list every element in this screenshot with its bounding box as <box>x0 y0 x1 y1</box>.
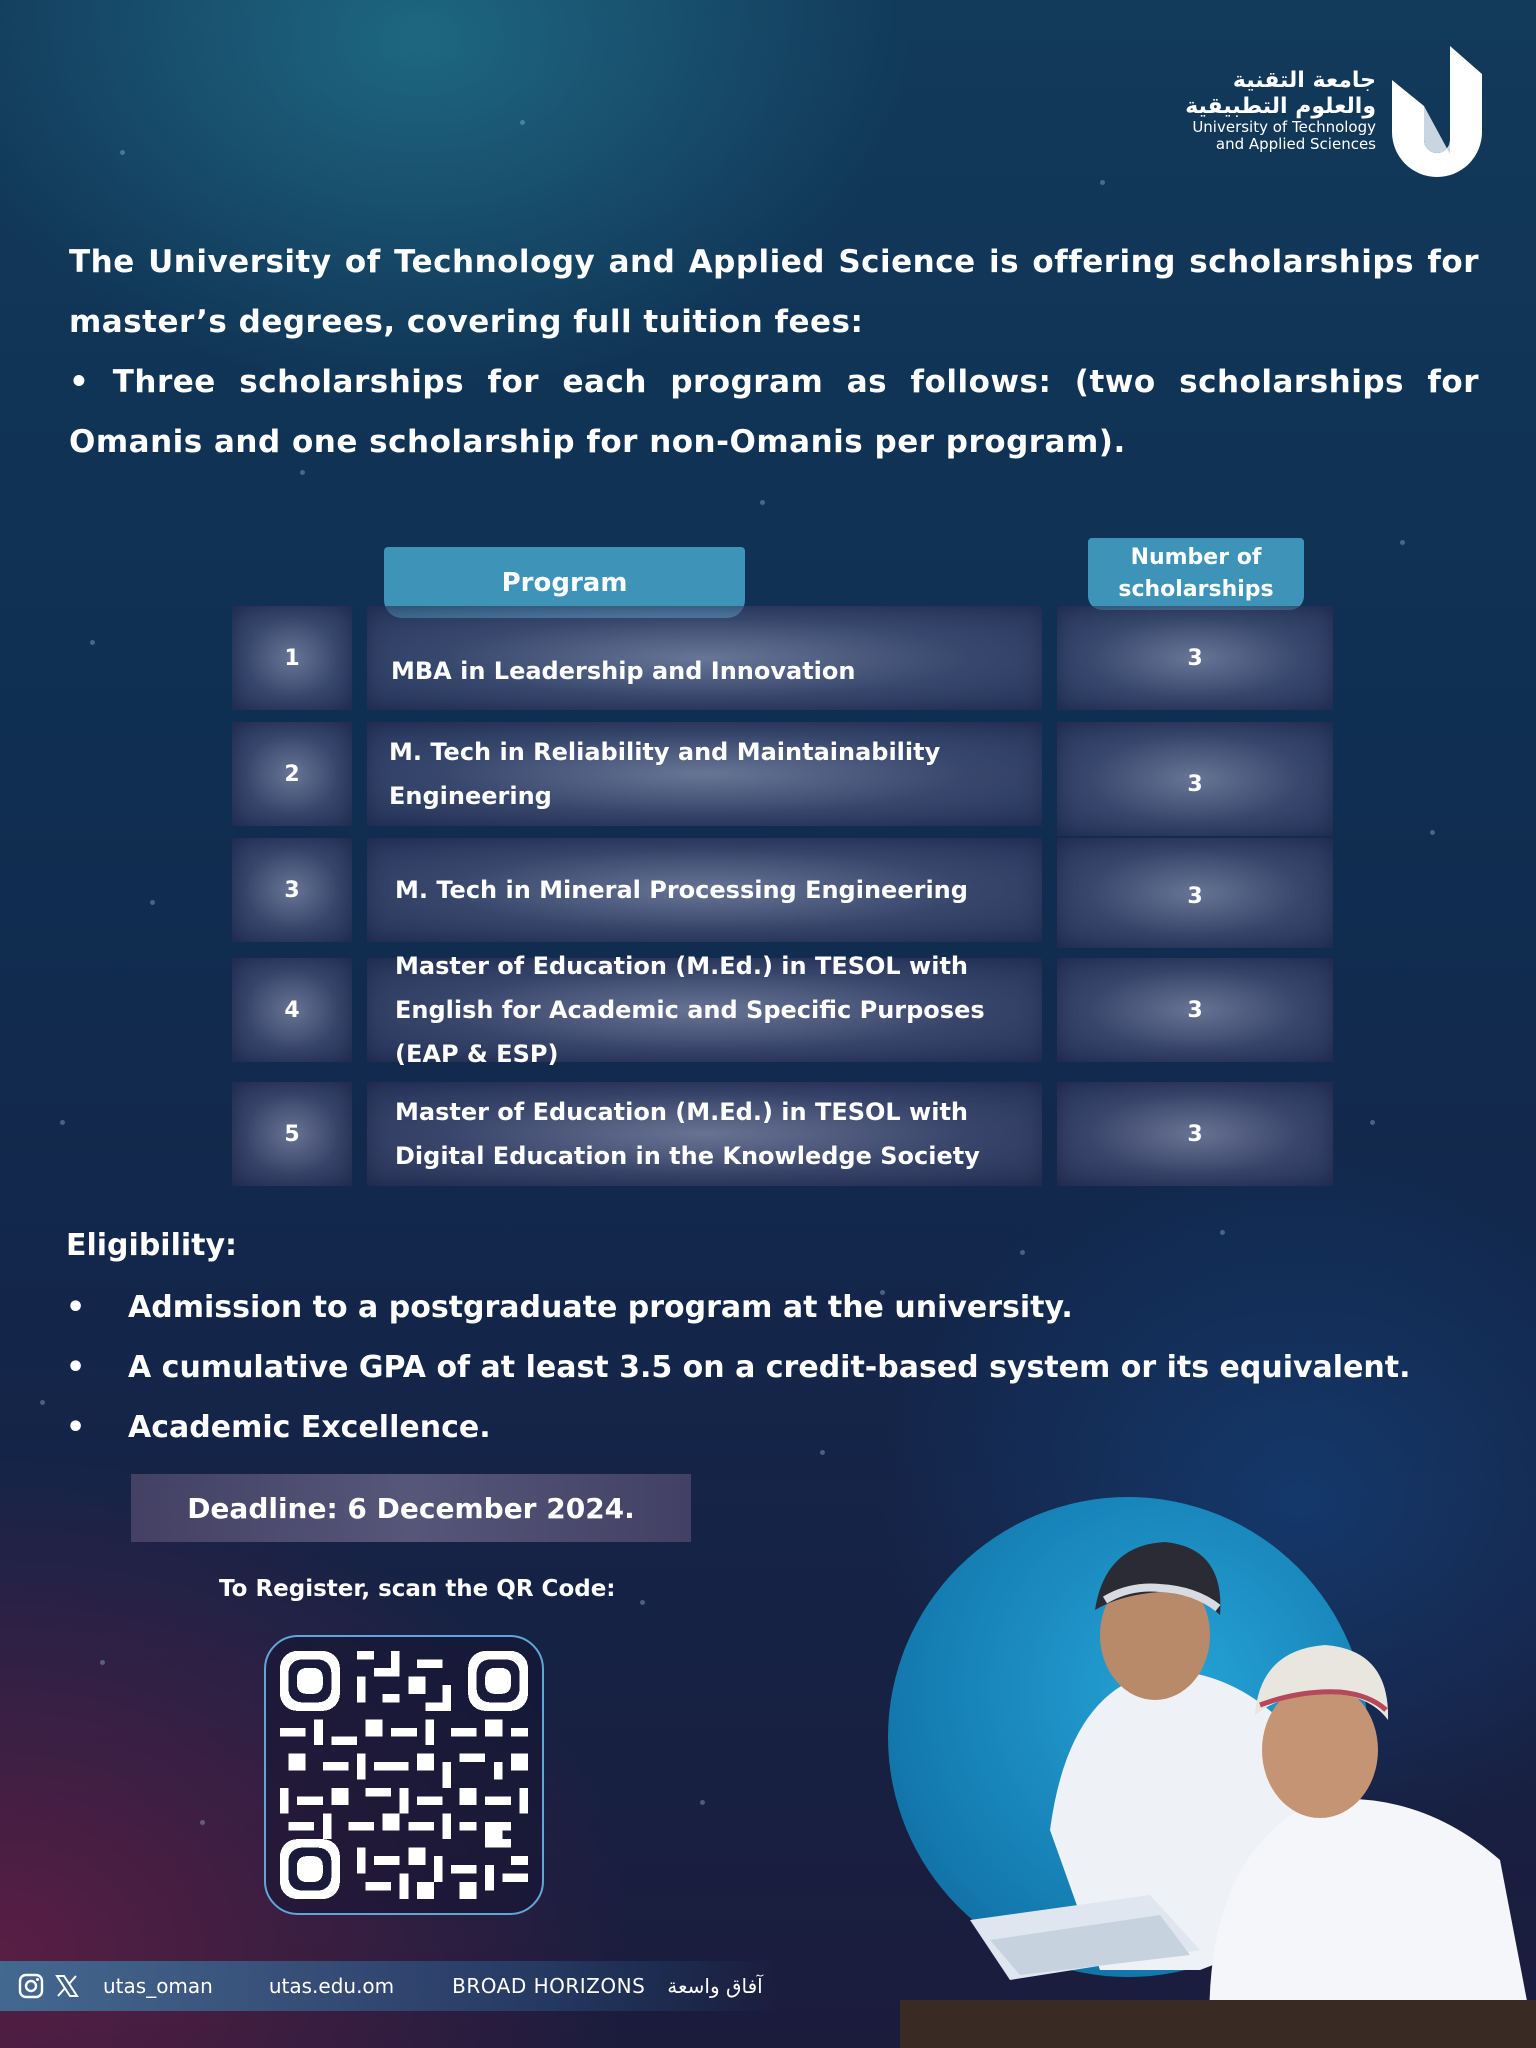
row-number: 1 <box>232 606 352 710</box>
logo-arabic-line1: جامعة التقنية <box>1232 68 1376 94</box>
instagram-icon[interactable] <box>17 1972 45 2000</box>
students-photo <box>900 1500 1536 2048</box>
eligibility-title: Eligibility: <box>66 1228 238 1263</box>
row-program: Master of Education (M.Ed.) in TESOL with Digital Education in the Knowledge Society <box>367 1082 1042 1186</box>
logo-english-line1: University of Technology <box>1192 118 1376 137</box>
utas-logo-icon <box>1390 44 1484 178</box>
eligibility-item: • A cumulative GPA of at least 3.5 on a credit-based system or its equivalent. <box>66 1338 1411 1398</box>
website-link[interactable]: utas.edu.om <box>268 1974 395 1998</box>
row-program: M. Tech in Reliability and Maintainability Engineering <box>367 722 1042 826</box>
qr-code-icon <box>280 1651 528 1899</box>
eligibility-list <box>66 1278 1411 1458</box>
slogan-arabic: آفاق واسعة <box>667 1974 763 1998</box>
intro-paragraph-2: • Three scholarships for each program as follows: (two scholarships for Omanis and one scholarship for non-Omanis per program). <box>69 364 1479 460</box>
intro-paragraph-1: The University of Technology and Applied Science is offering scholarships for master’s degrees, covering full tuition fees: <box>69 244 1479 340</box>
row-count: 3 <box>1057 838 1333 948</box>
slogan-english: BROAD HORIZONS <box>452 1974 646 1998</box>
logo-text <box>1185 68 1376 153</box>
footer-bar <box>0 1961 780 2011</box>
row-count: 3 <box>1057 958 1333 1062</box>
row-count: 3 <box>1057 1082 1333 1186</box>
social-icons <box>17 1972 81 2000</box>
row-program: M. Tech in Mineral Processing Engineering <box>367 838 1042 942</box>
social-handle[interactable]: utas_oman <box>103 1974 213 1998</box>
university-logo <box>1185 44 1484 178</box>
registration-qr-code[interactable] <box>264 1635 544 1915</box>
logo-arabic-line2: والعلوم التطبيقية <box>1185 93 1376 119</box>
row-program: Master of Education (M.Ed.) in TESOL with English for Academic and Specific Purposes (EAP & ESP) <box>367 958 1042 1062</box>
row-count: 3 <box>1057 606 1333 710</box>
logo-english-line2: and Applied Sciences <box>1215 135 1376 154</box>
program-column-header: Program <box>384 547 745 618</box>
register-instruction: To Register, scan the QR Code: <box>219 1576 616 1602</box>
intro-text <box>69 232 1479 472</box>
deadline-banner: Deadline: 6 December 2024. <box>131 1474 691 1542</box>
row-number: 4 <box>232 958 352 1062</box>
row-program: MBA in Leadership and Innovation <box>367 606 1042 710</box>
x-twitter-icon[interactable] <box>53 1972 81 2000</box>
row-number: 2 <box>232 722 352 826</box>
row-count: 3 <box>1057 722 1333 836</box>
eligibility-item: • Academic Excellence. <box>66 1398 1411 1458</box>
row-number: 3 <box>232 838 352 942</box>
row-number: 5 <box>232 1082 352 1186</box>
scholarship-count-column-header: Number of scholarships <box>1088 538 1304 610</box>
eligibility-item: • Admission to a postgraduate program at the university. <box>66 1278 1411 1338</box>
